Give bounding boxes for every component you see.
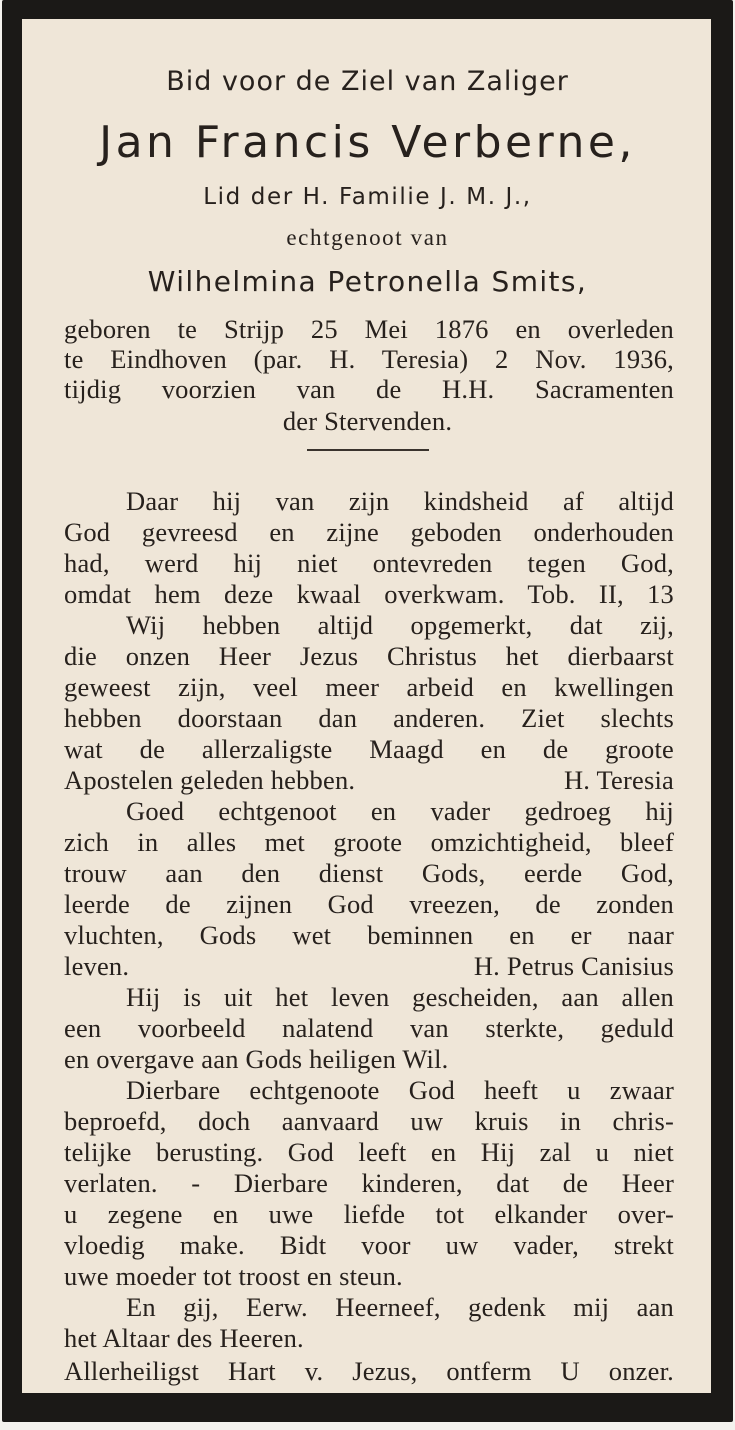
body-line: verlaten. - Dierbare kinderen, dat de Heer <box>64 1168 674 1198</box>
membership-line: Lid der H. Familie J. M. J., <box>203 184 532 210</box>
body-text: leven. <box>64 951 130 981</box>
body-line: Dierbare echtgenoote God heeft u zwaar <box>126 1075 674 1105</box>
deceased-name: Jan Francis Verberne, <box>99 117 636 168</box>
divider-rule <box>307 449 429 451</box>
body-line: een voorbeeld nalatend van sterkte, geduld <box>64 1013 674 1043</box>
body-line: telijke berusting. God leeft en Hij zal u niet <box>64 1137 674 1167</box>
body-line: En gij, Eerw. Heerneef, gedenk mij aan <box>126 1292 674 1322</box>
quote-source: H. Petrus Canisius <box>473 951 674 981</box>
body-line: beproefd, doch aanvaard uw kruis in chris- <box>64 1106 674 1136</box>
body-line: en overgave aan Gods heiligen Wil. <box>64 1044 449 1074</box>
body-line: vluchten, Gods wet beminnen en er naar <box>64 920 674 950</box>
body-line-with-source <box>64 765 674 795</box>
date-line: te Eindhoven (par. H. Teresia) 2 Nov. 1936, <box>64 344 674 374</box>
body-line: u zegene en uwe liefde tot elkander over- <box>64 1199 674 1229</box>
body-line: leerde de zijnen God vreezen, de zonden <box>64 889 674 919</box>
body-line: Wij hebben altijd opgemerkt, dat zij, <box>126 610 674 640</box>
quote-source: H. Teresia <box>563 765 674 795</box>
body-line: wat de allerzaligste Maagd en de groote <box>64 734 674 764</box>
body-line: Hij is uit het leven gescheiden, aan allen <box>126 982 674 1012</box>
body-line: zich in alles met groote omzichtigheid, bleef <box>64 827 674 857</box>
body-line: had, werd hij niet ontevreden tegen God, <box>64 548 674 578</box>
spouse-name: Wilhelmina Petronella Smits, <box>147 265 588 298</box>
body-line: vloedig make. Bidt voor uw vader, strekt <box>64 1230 674 1260</box>
body-line: het Altaar des Heeren. <box>64 1323 304 1353</box>
body-line-with-source <box>64 951 674 981</box>
body-line: die onzen Heer Jezus Christus het dierbaarst <box>64 641 674 671</box>
body-line: geweest zijn, veel meer arbeid en kwellingen <box>64 672 674 702</box>
body-line: God gevreesd en zijne geboden onderhouden <box>64 517 674 547</box>
date-line: geboren te Strijp 25 Mei 1876 en overleden <box>64 314 674 344</box>
body-line: uwe moeder tot troost en steun. <box>64 1261 403 1291</box>
body-line: Daar hij van zijn kindsheid af altijd <box>126 486 674 516</box>
body-line: hebben doorstaan dan anderen. Ziet slechts <box>64 703 674 733</box>
body-line: omdat hem deze kwaal overkwam. Tob. II, 13 <box>64 579 674 609</box>
spouse-intro: echtgenoot van <box>286 225 449 250</box>
body-text: Apostelen geleden hebben. <box>64 765 356 795</box>
body-line: Goed echtgenoot en vader gedroeg hij <box>126 796 674 826</box>
date-line: der Stervenden. <box>282 406 453 436</box>
prayer-line: Bid voor de Ziel van Zaliger <box>166 66 569 97</box>
body-line: trouw aan den dienst Gods, eerde God, <box>64 858 674 888</box>
date-line: tijdig voorzien van de H.H. Sacramenten <box>64 374 674 404</box>
closing-prayer: Allerheiligst Hart v. Jezus, ontferm U onzer. <box>64 1356 674 1386</box>
